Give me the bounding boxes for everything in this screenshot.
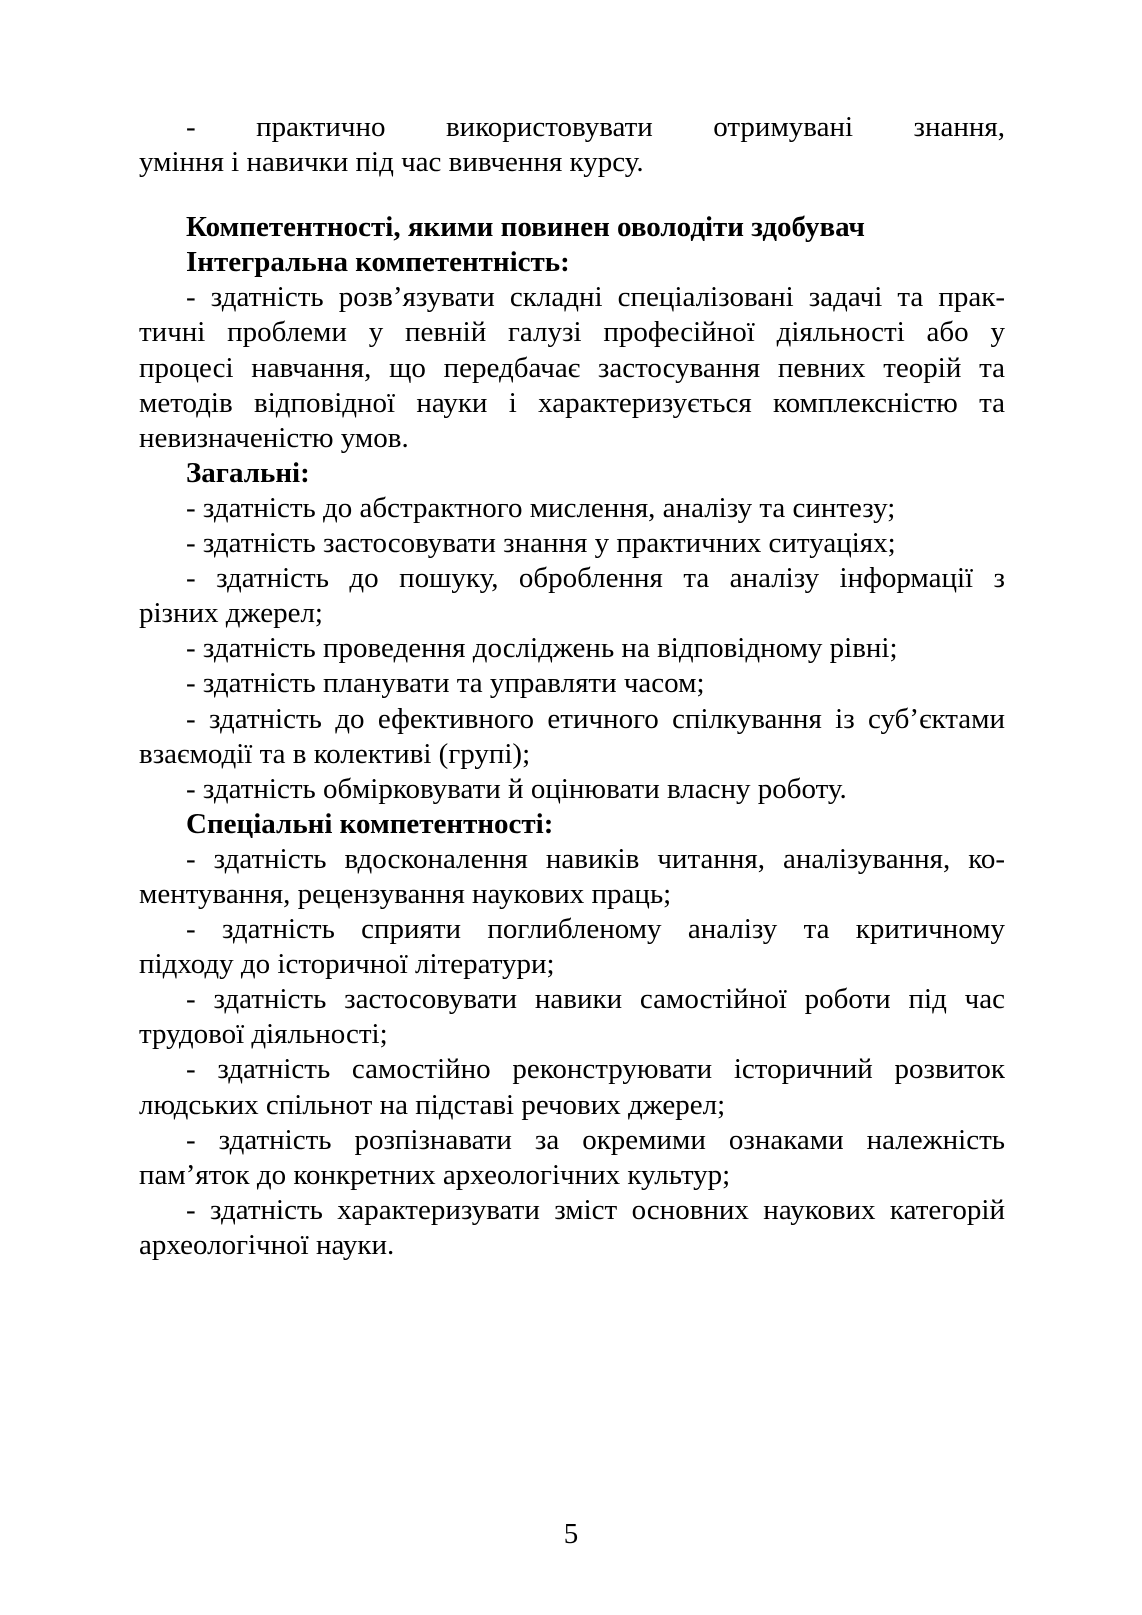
text-block	[139, 110, 1005, 1263]
text-line: різних джерел;	[139, 597, 323, 630]
text-line: взаємодії та в колективі (групі);	[139, 737, 531, 770]
paragraph	[139, 491, 1005, 526]
text-line: - здатність характеризувати зміст основних наукових категорій	[186, 1193, 1005, 1226]
text-line: - здатність обмірковувати й оцінювати власну роботу.	[186, 772, 847, 805]
paragraph	[139, 110, 1005, 180]
text-line: - здатність планувати та управляти часом;	[186, 667, 705, 700]
text-line: - здатність до ефективного етичного спілкування із суб’єктами	[186, 702, 1005, 735]
text-line: трудової діяльності;	[139, 1018, 388, 1051]
section-heading	[139, 245, 1005, 280]
text-line: - здатність застосовувати знання у практичних ситуаціях;	[186, 527, 896, 560]
text-line: підходу до історичної літератури;	[139, 948, 555, 981]
text-line: - здатність розв’язувати складні спеціалізовані задачі та прак-	[186, 281, 1005, 314]
text-line: - здатність самостійно реконструювати історичний розвиток	[186, 1053, 1005, 1086]
text-line: процесі навчання, що передбачає застосування певних теорій та	[139, 351, 1005, 384]
paragraph	[139, 982, 1005, 1052]
paragraph	[139, 772, 1005, 807]
text-line: невизначеністю умов.	[139, 421, 409, 454]
paragraph	[139, 702, 1005, 772]
text-line: Спеціальні компетентності:	[186, 807, 554, 840]
paragraph	[139, 842, 1005, 912]
text-line: пам’яток до конкретних археологічних культур;	[139, 1158, 731, 1191]
text-line: - здатність проведення досліджень на відповідному рівні;	[186, 632, 898, 665]
section-heading	[139, 456, 1005, 491]
text-line: - здатність вдосконалення навиків читання, аналізування, ко-	[186, 842, 1005, 875]
text-line: Компетентності, якими повинен оволодіти здобувач	[186, 211, 865, 244]
paragraph	[139, 526, 1005, 561]
text-line: - практично використовувати отримувані знання,	[186, 111, 1005, 143]
text-line: археологічної науки.	[139, 1228, 395, 1261]
paragraph	[139, 1123, 1005, 1193]
text-line: Загальні:	[186, 456, 310, 489]
text-line: - здатність до пошуку, оброблення та аналізу інформації з	[186, 562, 1005, 595]
text-line: Інтегральна компетентність:	[186, 246, 570, 279]
paragraph	[139, 561, 1005, 631]
page-number: 5	[563, 1518, 579, 1550]
paragraph	[139, 1193, 1005, 1263]
paragraph	[139, 666, 1005, 701]
text-line: людських спільнот на підставі речових джерел;	[139, 1088, 726, 1121]
paragraph	[139, 280, 1005, 455]
text-line: уміння і навички під час вивчення курсу.	[139, 146, 644, 179]
section-heading	[139, 210, 1005, 245]
text-line: - здатність до абстрактного мислення, аналізу та синтезу;	[186, 491, 896, 524]
text-line: тичні проблеми у певній галузі професійної діяльності або у	[139, 316, 1005, 349]
text-line: - здатність застосовувати навики самостійної роботи під час	[186, 983, 1005, 1016]
paragraph	[139, 912, 1005, 982]
paragraph	[139, 631, 1005, 666]
text-line: ментування, рецензування наукових праць;	[139, 877, 672, 910]
text-line: - здатність розпізнавати за окремими ознаками належність	[186, 1123, 1005, 1156]
section-heading	[139, 807, 1005, 842]
text-line: методів відповідної науки і характеризується комплексністю та	[139, 386, 1005, 419]
text-line: - здатність сприяти поглибленому аналізу та критичному	[186, 913, 1005, 946]
paragraph-spacer	[139, 180, 1005, 210]
paragraph	[139, 1052, 1005, 1122]
